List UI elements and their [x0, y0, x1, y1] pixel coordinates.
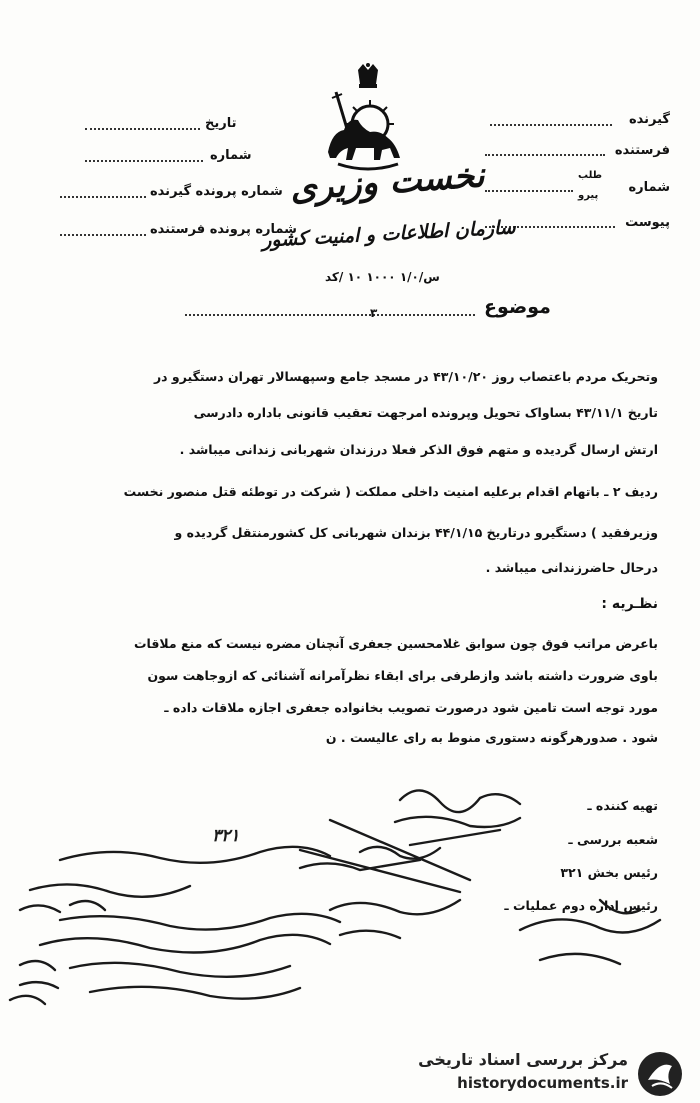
- header-label-date: تاریخ: [205, 116, 237, 131]
- signature-row-operations-head: رئیس اداره دوم عملیات ـ: [504, 898, 658, 913]
- date-line: [85, 128, 200, 130]
- watermark-url: historydocuments.ir: [457, 1074, 628, 1092]
- opinion-line-3: مورد توجه است تامین شود درصورت تصویب بخانواده جعفری اجازه ملاقات داده ـ: [164, 700, 658, 715]
- org-title: نخست وزیری: [288, 155, 486, 209]
- header-label-sender-file: شماره پرونده فرستنده: [150, 222, 297, 237]
- body-line-6: درحال حاضرزندانی میباشد .: [485, 560, 658, 575]
- header-label-recipient-file: شماره پرونده گیرنده: [150, 184, 283, 199]
- handwritten-number: ۳۲۱: [212, 826, 240, 846]
- recipient-file-line: [60, 196, 146, 198]
- watermark-name: مرکز بررسی اسناد تاریخی: [418, 1050, 628, 1069]
- body-line-2: تاریخ ۴۳/۱۱/۱ بساواک تحویل وپرونده امرجهت تعقیب قانونی باداره دادرسی: [193, 405, 658, 420]
- body-line-3: ارتش ارسال گردیده و متهم فوق الذکر فعلا درزندان شهربانی زندانی میباشد .: [179, 442, 658, 457]
- subject-line: [185, 314, 475, 316]
- opinion-line-2: باوی ضرورت داشته باشد وازطرفی برای ابقاء نظرآمرانه آشنائی که ازوجاهت سون: [147, 668, 658, 683]
- header-number-sub-1: طلب: [578, 170, 603, 181]
- header-label-attachment: پیوست: [625, 215, 670, 230]
- opinion-label: نظـریه :: [601, 596, 658, 612]
- subject-value: ۳: [370, 306, 378, 320]
- header-label-sender: فرستنده: [614, 143, 670, 158]
- header-label-left-number: شماره: [210, 148, 252, 163]
- header-label-recipient: گیرنده: [628, 112, 670, 127]
- opinion-line-4: شود . صدورهرگونه دستوری منوط به رای عالیست . ن: [325, 730, 658, 745]
- signature-row-section-head: رئیس بخش ۳۲۱: [560, 865, 658, 880]
- left-number-line: [85, 160, 203, 162]
- header-number-sub-2: پیرو: [578, 190, 599, 201]
- recipient-line: [490, 124, 612, 126]
- sender-file-line: [60, 234, 146, 236]
- header-label-number: شماره: [628, 180, 670, 195]
- signature-row-preparer: تهیه کننده ـ: [587, 798, 658, 813]
- lion-and-sun-emblem: [318, 62, 418, 172]
- handwritten-annotations: [0, 760, 700, 1050]
- body-line-4: ردیف ۲ ـ باتهام اقدام برعلیه امنیت داخلی مملکت ( شرکت در توطئه قتل منصور نخست: [123, 484, 658, 499]
- number-line: [485, 190, 573, 192]
- org-subtitle: سازمان اطلاعات و امنیت کشور: [261, 216, 517, 252]
- opinion-line-1: باعرض مراتب فوق چون سوابق غلامحسین جعفری آنچنان مضره نیست که منع ملاقات: [133, 636, 658, 651]
- sender-line: [485, 154, 605, 156]
- body-line-1: وتحریک مردم باعتصاب روز ۴۳/۱۰/۲۰ در مسجد جامع وسپهسالار تهران دستگیرو در: [153, 369, 658, 384]
- reference-code: س/۱/۰ ۱۰۰۰ ۱۰ /کد: [325, 270, 440, 284]
- subject-label: موضوع: [484, 296, 551, 318]
- watermark-logo-icon: [636, 1050, 684, 1098]
- body-line-5: وزیرفقید ) دستگیرو درتاریخ ۴۴/۱/۱۵ بزندان شهربانی کل کشورمنتقل گردیده و: [174, 525, 658, 540]
- signature-row-review: شعبه بررسی ـ: [568, 832, 658, 847]
